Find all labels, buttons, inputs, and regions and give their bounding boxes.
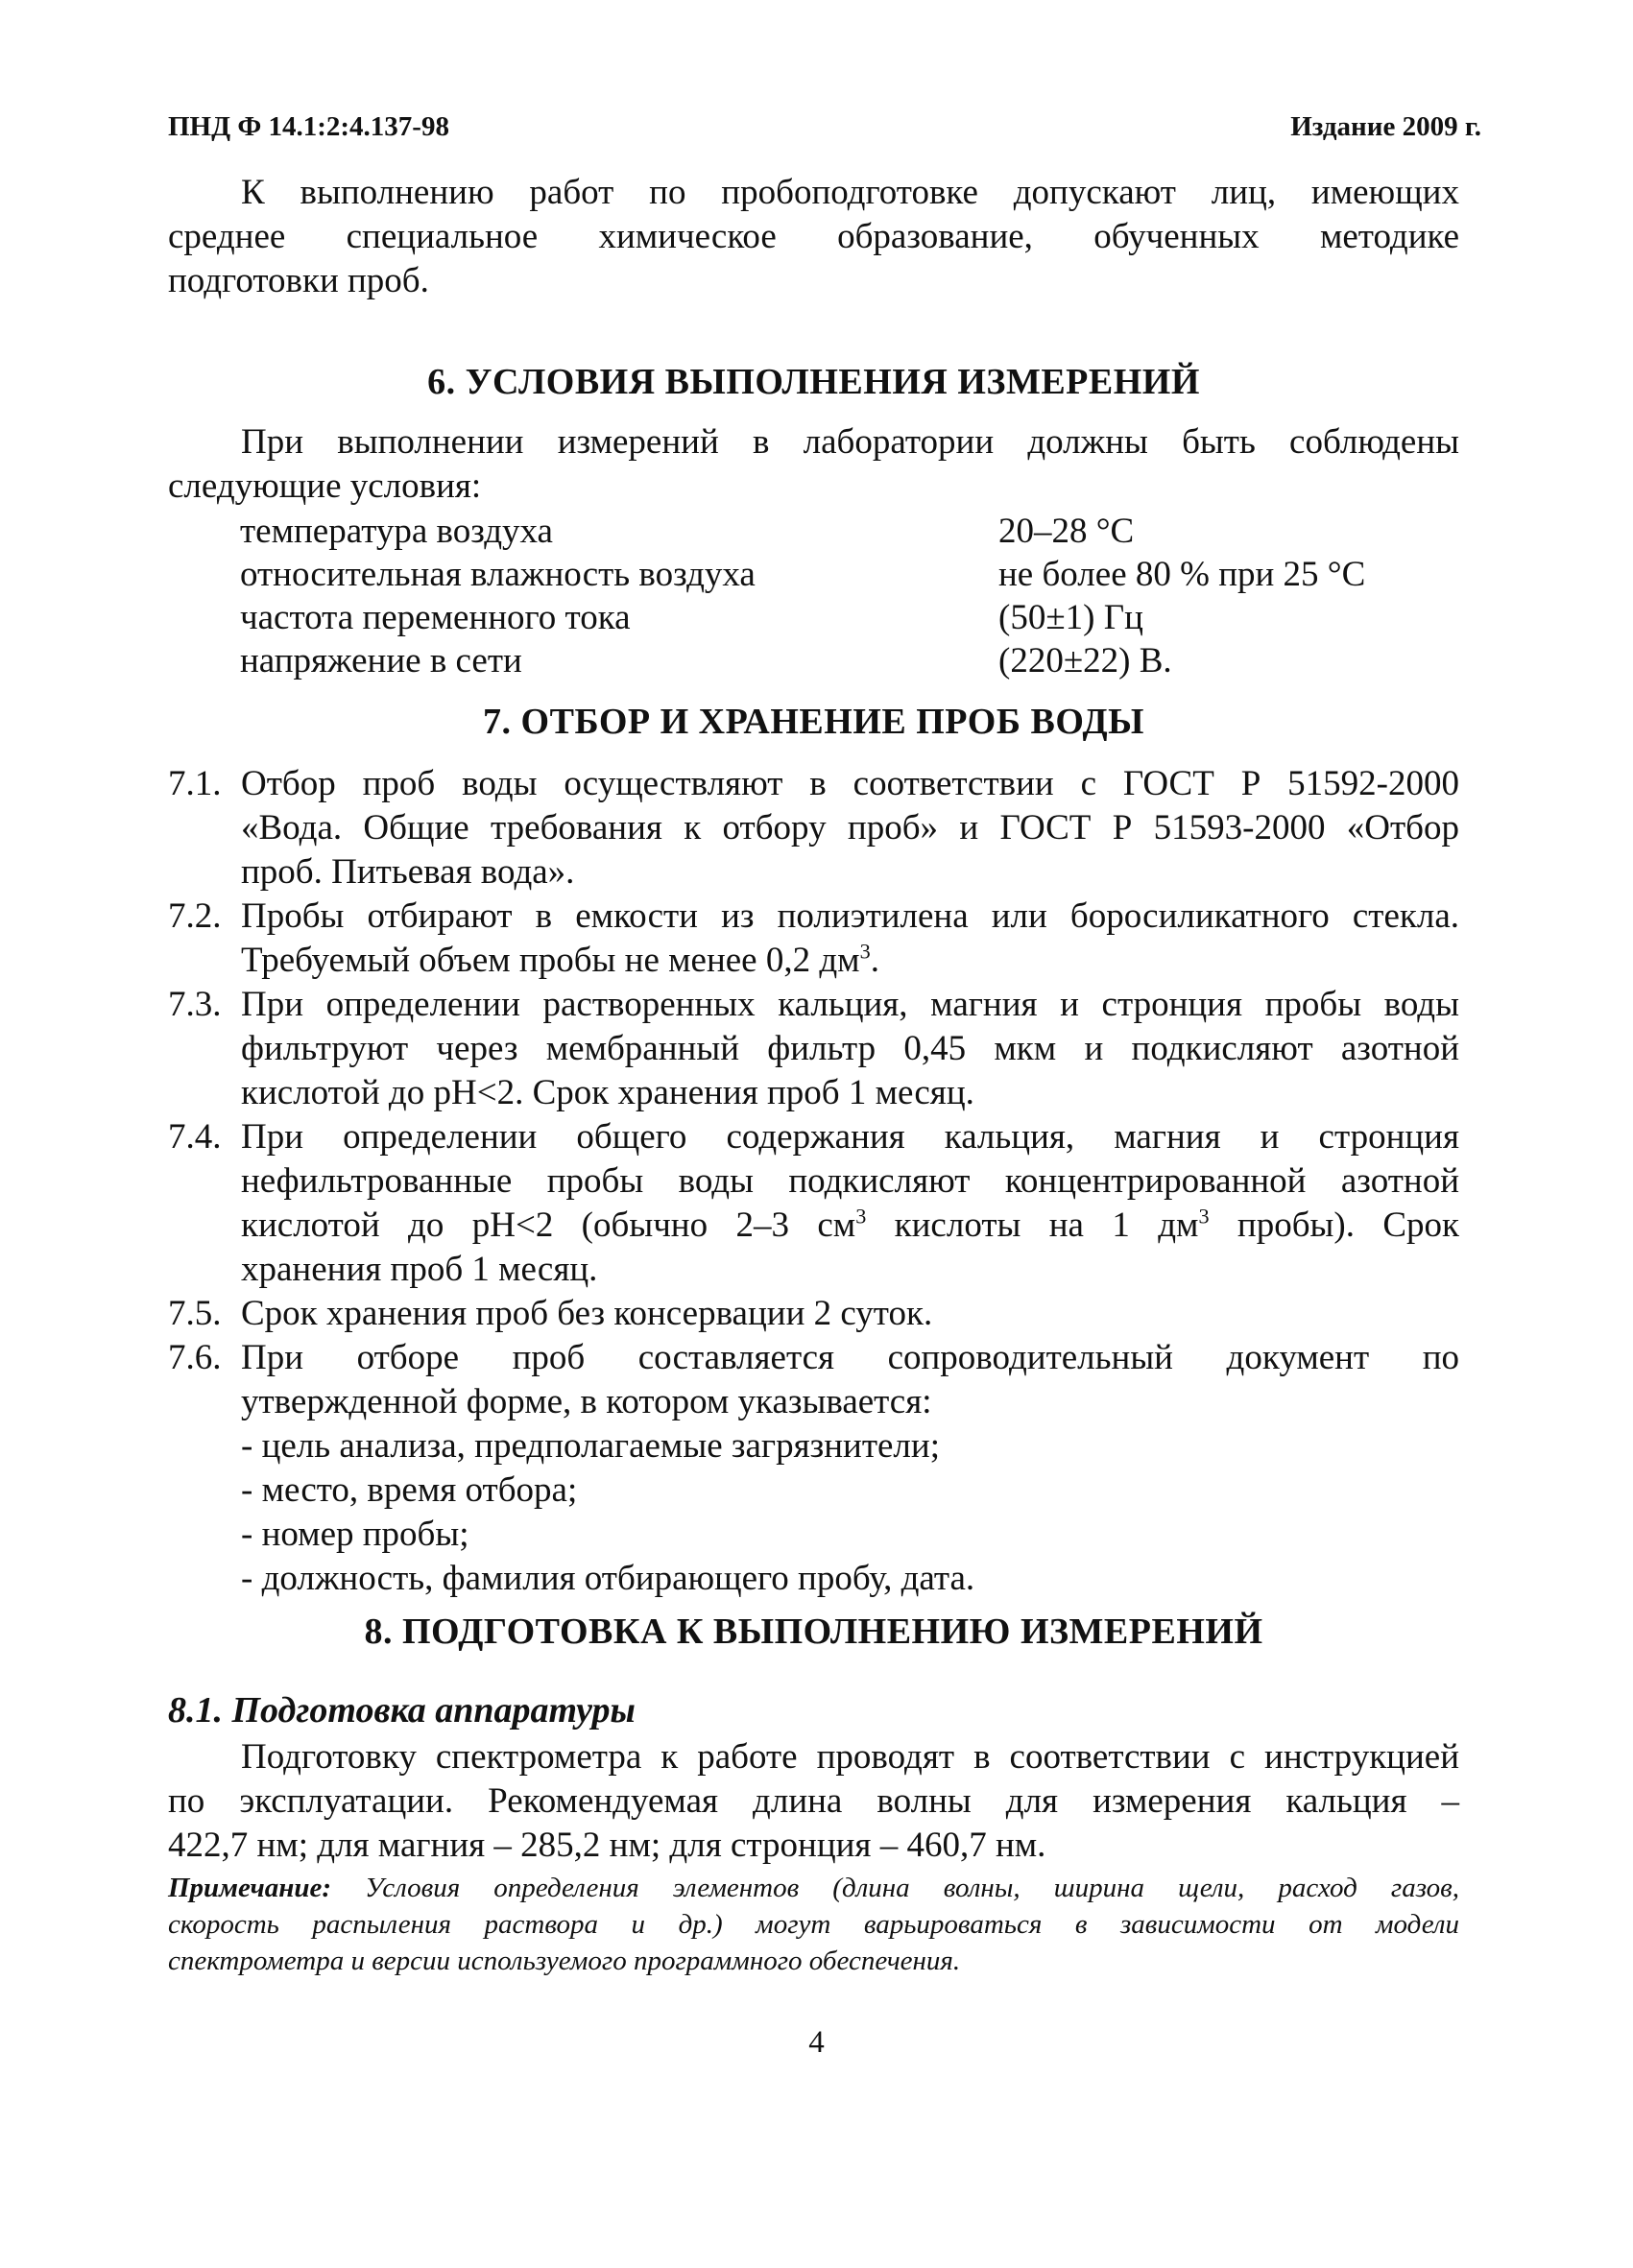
list-item [168,983,1459,1115]
item-number: 7.5. [168,1294,222,1333]
intro-line: К выполнению работ по пробоподготовке допускают лиц, имеющих [241,173,1459,212]
section-8-title: 8. ПОДГОТОВКА К ВЫПОЛНЕНИЮ ИЗМЕРЕНИЙ [364,1611,1263,1652]
item-number: 7.2. [168,896,222,936]
list-item [168,1336,1459,1601]
condition-label: относительная влажность воздуха [240,555,756,594]
list-item [168,1292,1459,1336]
item-line: - место, время отбора; [241,1470,578,1510]
item-line: - должность, фамилия отбирающего пробу, дата. [241,1559,975,1598]
item-number: 7.3. [168,985,222,1024]
item-line: кислотой до pH<2. Срок хранения проб 1 месяц. [241,1073,974,1112]
item-line: При определении растворенных кальция, магния и стронция пробы воды [241,985,1459,1024]
edition-label: Издание 2009 г. [1290,111,1481,142]
section-8-line: 422,7 нм; для магния – 285,2 нм; для стронция – 460,7 нм. [168,1826,1046,1865]
section-8-line: Подготовку спектрометра к работе проводят в соответствии с инструкцией [241,1737,1459,1777]
section-6-title: 6. УСЛОВИЯ ВЫПОЛНЕНИЯ ИЗМЕРЕНИЙ [427,362,1200,402]
subsection-title: 8.1. Подготовка аппаратуры [168,1690,636,1731]
section-8-line: по эксплуатации. Рекомендуемая длина волны для измерения кальция – [168,1781,1459,1821]
intro-line: подготовки проб. [168,261,429,300]
superscript: 3 [855,1204,867,1229]
page-number: 4 [808,2025,825,2060]
item-line: фильтруют через мембранный фильтр 0,45 мкм и подкисляют азотной [241,1029,1459,1068]
item-line [241,1204,1459,1248]
item-number: 7.6. [168,1338,222,1377]
note-text: Условия определения элементов (длина волны, ширина щели, расход газов, [331,1873,1459,1903]
note-line: скорость распыления раствора и др.) могут варьироваться в зависимости от модели [168,1909,1459,1940]
item-line-text: Требуемый объем пробы не менее 0,2 дм [241,941,860,980]
condition-value: не более 80 % при 25 °C [998,555,1366,594]
document-code: ПНД Ф 14.1:2:4.137-98 [168,111,449,142]
note-label: Примечание: [168,1873,332,1903]
list-item [168,1115,1459,1292]
item-line: Отбор проб воды осуществляют в соответствии с ГОСТ Р 51592-2000 [241,764,1459,803]
item-line [241,939,1459,983]
item-line-text: пробы). Срок [1209,1206,1459,1245]
condition-value: 20–28 °C [998,512,1135,551]
note-line [168,1870,1459,1906]
item-line: Срок хранения проб без консервации 2 суток. [241,1294,933,1333]
item-line-tail: . [870,941,879,980]
note-line: спектрометра и версии используемого программного обеспечения. [168,1946,961,1976]
item-line: «Вода. Общие требования к отбору проб» и ГОСТ Р 51593-2000 «Отбор [241,808,1459,848]
section-7-title: 7. ОТБОР И ХРАНЕНИЕ ПРОБ ВОДЫ [483,702,1144,742]
superscript: 3 [1198,1204,1210,1229]
item-line-text: кислоты на 1 дм [866,1206,1199,1245]
item-line: нефильтрованные пробы воды подкисляют концентрированной азотной [241,1161,1459,1201]
item-number: 7.4. [168,1117,222,1157]
section-8-paragraph [168,1735,1459,1868]
item-line: - цель анализа, предполагаемые загрязнители; [241,1426,940,1466]
section-6-paragraph [168,420,1459,509]
condition-label: температура воздуха [240,512,553,551]
condition-label: напряжение в сети [240,641,522,680]
item-line: утвержденной форме, в котором указывается: [241,1382,932,1421]
list-item [168,895,1459,983]
intro-paragraph [168,171,1459,303]
item-line: При отборе проб составляется сопроводительный документ по [241,1338,1459,1377]
item-number: 7.1. [168,764,222,803]
section-6-line: При выполнении измерений в лаборатории должны быть соблюдены [241,422,1459,462]
intro-line: среднее специальное химическое образование, обученных методике [168,217,1459,256]
item-line: проб. Питьевая вода». [241,852,575,892]
condition-label: частота переменного тока [240,598,631,637]
condition-value: (50±1) Гц [998,598,1143,637]
item-line-text: кислотой до pH<2 (обычно 2–3 см [241,1206,856,1245]
list-item [168,762,1459,895]
item-line: При определении общего содержания кальция, магния и стронция [241,1117,1459,1157]
note [168,1870,1459,1979]
section-6-line: следующие условия: [168,466,482,506]
condition-value: (220±22) В. [998,641,1172,680]
superscript: 3 [859,939,871,964]
item-line: - номер пробы; [241,1515,469,1554]
item-line: Пробы отбирают в емкости из полиэтилена или боросиликатного стекла. [241,896,1459,936]
item-line: хранения проб 1 месяц. [241,1250,598,1289]
